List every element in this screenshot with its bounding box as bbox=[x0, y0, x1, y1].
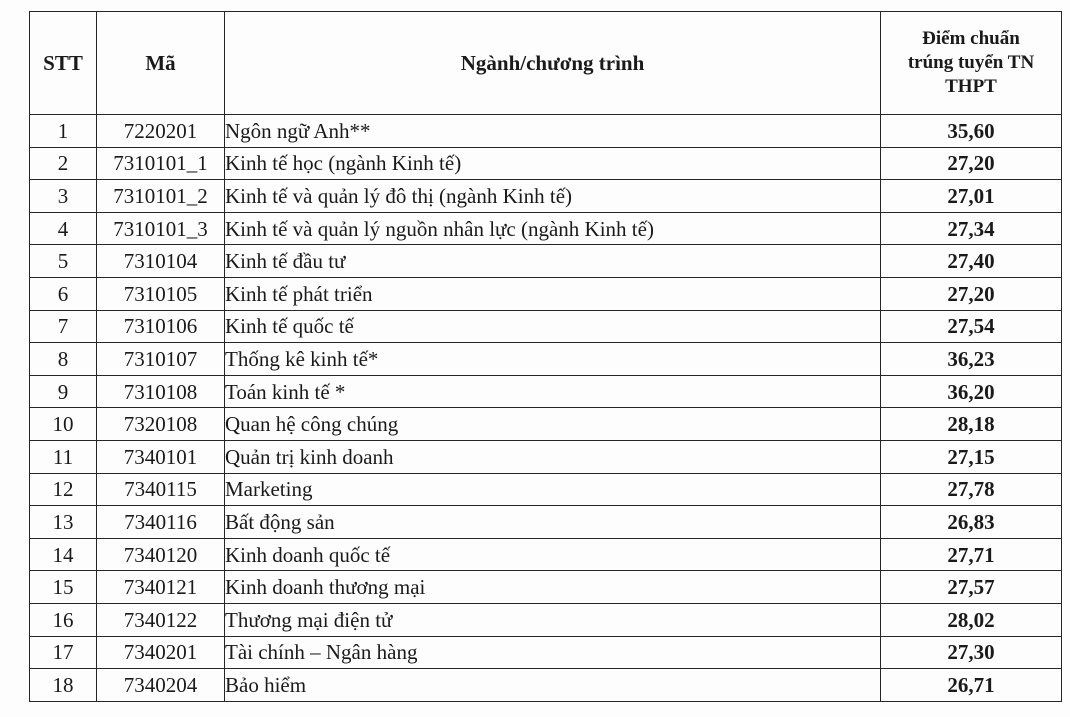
row-program-cell: Bất động sản bbox=[225, 506, 881, 539]
row-code-cell: 7310108 bbox=[97, 375, 225, 408]
row-score-cell: 27,01 bbox=[881, 180, 1062, 213]
row-code-cell: 7310101_1 bbox=[97, 147, 225, 180]
row-score-cell: 26,83 bbox=[881, 506, 1062, 539]
row-stt-cell: 4 bbox=[30, 212, 97, 245]
row-score-cell: 28,18 bbox=[881, 408, 1062, 441]
table-body bbox=[30, 115, 1062, 702]
row-code-cell: 7220201 bbox=[97, 115, 225, 148]
table-row bbox=[30, 506, 1062, 539]
row-code-cell: 7340116 bbox=[97, 506, 225, 539]
row-program-cell: Kinh doanh quốc tế bbox=[225, 538, 881, 571]
row-program-cell: Kinh tế phát triển bbox=[225, 277, 881, 310]
table-row bbox=[30, 669, 1062, 702]
row-stt-cell: 9 bbox=[30, 375, 97, 408]
row-score-cell: 27,20 bbox=[881, 147, 1062, 180]
row-program-cell: Kinh tế học (ngành Kinh tế) bbox=[225, 147, 881, 180]
table-row bbox=[30, 603, 1062, 636]
row-stt-cell: 2 bbox=[30, 147, 97, 180]
row-code-cell: 7310104 bbox=[97, 245, 225, 278]
row-code-cell: 7310101_2 bbox=[97, 180, 225, 213]
table-row bbox=[30, 245, 1062, 278]
header-score-line-1: Điểm chuẩn bbox=[922, 28, 1020, 49]
header-program: Ngành/chương trình bbox=[225, 12, 881, 115]
row-program-cell: Kinh tế và quản lý đô thị (ngành Kinh tế) bbox=[225, 180, 881, 213]
row-stt-cell: 11 bbox=[30, 440, 97, 473]
table-row bbox=[30, 277, 1062, 310]
row-program-cell: Tài chính – Ngân hàng bbox=[225, 636, 881, 669]
row-stt-cell: 12 bbox=[30, 473, 97, 506]
row-code-cell: 7340120 bbox=[97, 538, 225, 571]
row-score-cell: 27,78 bbox=[881, 473, 1062, 506]
row-code-cell: 7310107 bbox=[97, 343, 225, 376]
row-code-cell: 7310105 bbox=[97, 277, 225, 310]
table-row bbox=[30, 408, 1062, 441]
table-row bbox=[30, 310, 1062, 343]
row-program-cell: Thương mại điện tử bbox=[225, 603, 881, 636]
table-row bbox=[30, 636, 1062, 669]
header-score-line-3: THPT bbox=[945, 76, 997, 97]
row-score-cell: 36,23 bbox=[881, 343, 1062, 376]
header-score-line-2: trúng tuyển TN bbox=[907, 52, 1035, 73]
row-score-cell: 35,60 bbox=[881, 115, 1062, 148]
table-header bbox=[30, 12, 1062, 115]
table-row bbox=[30, 147, 1062, 180]
row-stt-cell: 5 bbox=[30, 245, 97, 278]
table-row bbox=[30, 571, 1062, 604]
row-program-cell: Ngôn ngữ Anh** bbox=[225, 115, 881, 148]
row-score-cell: 27,20 bbox=[881, 277, 1062, 310]
header-score bbox=[881, 12, 1062, 115]
row-code-cell: 7340115 bbox=[97, 473, 225, 506]
row-score-cell: 28,02 bbox=[881, 603, 1062, 636]
row-score-cell: 27,15 bbox=[881, 440, 1062, 473]
header-code: Mã bbox=[97, 12, 225, 115]
row-stt-cell: 16 bbox=[30, 603, 97, 636]
row-stt-cell: 6 bbox=[30, 277, 97, 310]
row-code-cell: 7340204 bbox=[97, 669, 225, 702]
row-code-cell: 7320108 bbox=[97, 408, 225, 441]
row-program-cell: Kinh tế quốc tế bbox=[225, 310, 881, 343]
row-stt-cell: 1 bbox=[30, 115, 97, 148]
row-stt-cell: 13 bbox=[30, 506, 97, 539]
row-score-cell: 27,54 bbox=[881, 310, 1062, 343]
header-row bbox=[30, 12, 1062, 115]
row-stt-cell: 10 bbox=[30, 408, 97, 441]
row-score-cell: 27,71 bbox=[881, 538, 1062, 571]
row-program-cell: Kinh doanh thương mại bbox=[225, 571, 881, 604]
row-code-cell: 7310101_3 bbox=[97, 212, 225, 245]
row-program-cell: Kinh tế và quản lý nguồn nhân lực (ngành Kinh tế) bbox=[225, 212, 881, 245]
table-row bbox=[30, 538, 1062, 571]
row-stt-cell: 3 bbox=[30, 180, 97, 213]
row-score-cell: 27,34 bbox=[881, 212, 1062, 245]
row-code-cell: 7340101 bbox=[97, 440, 225, 473]
header-stt: STT bbox=[30, 12, 97, 115]
row-score-cell: 36,20 bbox=[881, 375, 1062, 408]
table-row bbox=[30, 212, 1062, 245]
row-program-cell: Bảo hiểm bbox=[225, 669, 881, 702]
row-score-cell: 27,40 bbox=[881, 245, 1062, 278]
table-row bbox=[30, 343, 1062, 376]
row-stt-cell: 8 bbox=[30, 343, 97, 376]
admission-scores-table bbox=[29, 11, 1062, 702]
row-stt-cell: 15 bbox=[30, 571, 97, 604]
row-stt-cell: 18 bbox=[30, 669, 97, 702]
row-score-cell: 26,71 bbox=[881, 669, 1062, 702]
row-program-cell: Toán kinh tế * bbox=[225, 375, 881, 408]
row-program-cell: Kinh tế đầu tư bbox=[225, 245, 881, 278]
table-row bbox=[30, 440, 1062, 473]
row-code-cell: 7340121 bbox=[97, 571, 225, 604]
row-stt-cell: 17 bbox=[30, 636, 97, 669]
row-program-cell: Quản trị kinh doanh bbox=[225, 440, 881, 473]
row-stt-cell: 14 bbox=[30, 538, 97, 571]
row-code-cell: 7340201 bbox=[97, 636, 225, 669]
table-row bbox=[30, 375, 1062, 408]
row-program-cell: Thống kê kinh tế* bbox=[225, 343, 881, 376]
row-stt-cell: 7 bbox=[30, 310, 97, 343]
row-program-cell: Quan hệ công chúng bbox=[225, 408, 881, 441]
row-program-cell: Marketing bbox=[225, 473, 881, 506]
row-code-cell: 7340122 bbox=[97, 603, 225, 636]
table-row bbox=[30, 115, 1062, 148]
row-score-cell: 27,30 bbox=[881, 636, 1062, 669]
row-code-cell: 7310106 bbox=[97, 310, 225, 343]
table-row bbox=[30, 180, 1062, 213]
table-row bbox=[30, 473, 1062, 506]
row-score-cell: 27,57 bbox=[881, 571, 1062, 604]
